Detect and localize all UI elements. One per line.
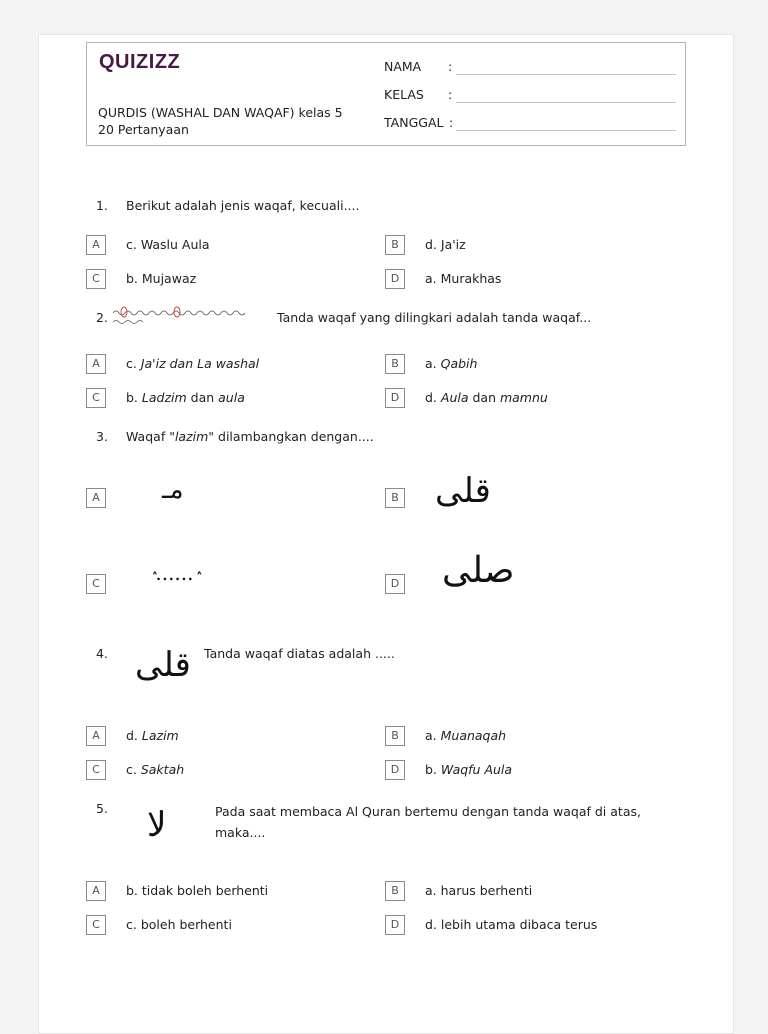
question-text-line-2: maka.... (215, 825, 266, 840)
waqaf-qila-image: قلى (135, 645, 191, 685)
date-field[interactable]: TANGGAL : (384, 113, 676, 141)
date-blank-line[interactable] (456, 130, 676, 131)
option-text: c. boleh berhenti (126, 917, 232, 932)
question-number: 4. (96, 646, 108, 661)
name-blank-line[interactable] (456, 74, 676, 75)
quizizz-logo: QUIZIZZ (99, 51, 181, 73)
option-letter-box: B (385, 881, 405, 901)
quiz-title-block (98, 104, 368, 138)
option-letter-box: A (86, 881, 106, 901)
worksheet-page (38, 34, 734, 1034)
question-4-text (204, 646, 395, 661)
option-letter-box: A (86, 354, 106, 374)
question-text-line-1: Pada saat membaca Al Quran bertemu dengan tanda waqaf di atas, (215, 804, 641, 819)
option-text: d. Lazim (126, 728, 179, 743)
option-letter-box: C (86, 915, 106, 935)
option-letter-box: A (86, 488, 106, 508)
question-number: 1. (96, 198, 108, 213)
date-label: TANGGAL (384, 115, 444, 130)
class-blank-line[interactable] (456, 102, 676, 103)
class-label: KELAS (384, 87, 424, 102)
option-letter-box: D (385, 388, 405, 408)
quran-verse-image (109, 305, 249, 329)
question-text: Tanda waqaf diatas adalah ..... (204, 646, 395, 661)
option-letter-box: B (385, 726, 405, 746)
waqaf-muanaqah-glyph: ٛ ...... ٛ (149, 561, 206, 585)
option-letter-box: A (86, 235, 106, 255)
option-text: a. Murakhas (425, 271, 502, 286)
name-label: NAMA (384, 59, 422, 74)
option-text: d. Aula dan mamnu (425, 390, 548, 405)
option-text: a. Qabih (425, 356, 478, 371)
question-text: Waqaf "lazim" dilambangkan dengan.... (126, 429, 374, 444)
waqaf-sila-glyph: صلى (442, 550, 515, 591)
question-number: 2. (96, 310, 108, 325)
question-number: 5. (96, 801, 108, 816)
option-text: d. Ja'iz (425, 237, 466, 252)
option-letter-box: C (86, 269, 106, 289)
option-text: b. Ladzim dan aula (126, 390, 245, 405)
student-info-fields (384, 57, 676, 141)
question-text: Berikut adalah jenis waqaf, kecuali.... (126, 198, 360, 213)
name-field[interactable]: NAMA : (384, 57, 676, 85)
option-letter-box: C (86, 388, 106, 408)
option-text: d. lebih utama dibaca terus (425, 917, 598, 932)
option-text: a. Muanaqah (425, 728, 507, 743)
option-letter-box: B (385, 354, 405, 374)
option-letter-box: A (86, 726, 106, 746)
worksheet-header (86, 42, 686, 146)
option-text: c. Saktah (126, 762, 185, 777)
class-field[interactable]: KELAS : (384, 85, 676, 113)
option-text: a. harus berhenti (425, 883, 533, 898)
option-letter-box: D (385, 915, 405, 935)
question-5-text (215, 801, 641, 843)
option-letter-box: B (385, 488, 405, 508)
option-letter-box: C (86, 574, 106, 594)
question-number: 3. (96, 429, 108, 444)
waqaf-mim-glyph: مـ (162, 475, 184, 505)
option-text: b. tidak boleh berhenti (126, 883, 269, 898)
waqaf-la-image: لا (147, 805, 167, 845)
option-letter-box: C (86, 760, 106, 780)
option-letter-box: D (385, 269, 405, 289)
quiz-title: QURDIS (WASHAL DAN WAQAF) kelas 5 (98, 105, 343, 120)
option-text: c. Ja'iz dan La washal (126, 356, 260, 371)
question-count: 20 Pertanyaan (98, 122, 189, 137)
waqaf-qila-glyph: قلى (435, 471, 491, 511)
question-2-text (277, 310, 591, 325)
option-letter-box: D (385, 574, 405, 594)
option-letter-box: D (385, 760, 405, 780)
option-text: b. Mujawaz (126, 271, 197, 286)
option-letter-box: B (385, 235, 405, 255)
option-text: b. Waqfu Aula (425, 762, 513, 777)
question-text: Tanda waqaf yang dilingkari adalah tanda waqaf... (277, 310, 592, 325)
option-text: c. Waslu Aula (126, 237, 210, 252)
circled-waqaf-mark (174, 307, 180, 317)
